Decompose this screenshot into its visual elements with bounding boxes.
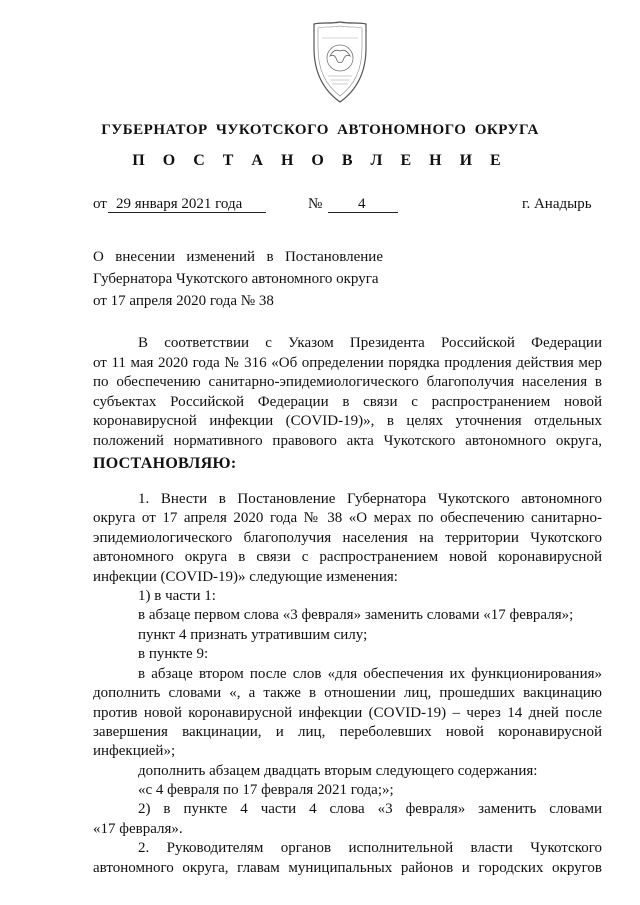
document-type: П О С Т А Н О В Л Е Н И Е	[132, 152, 508, 169]
subject-line: О внесении изменений в Постановление	[93, 249, 383, 265]
item-1-line: автономного округа в связи с распространением новой коронавирусной	[93, 549, 602, 565]
item-2-line: 2. Руководителям органов исполнительной власти Чукотского	[138, 840, 602, 856]
subject-line: Губернатора Чукотского автономного округа	[93, 271, 379, 287]
subitem-1-text: в пункте 9:	[138, 646, 209, 662]
number-underline	[328, 212, 398, 213]
preamble-line: коронавирусной инфекции (COVID-19)», в целях уточнения отдельных	[93, 413, 602, 429]
subitem-1-text: дополнить абзацем двадцать вторым следующего содержания:	[138, 763, 538, 779]
number-label: №	[308, 196, 323, 212]
resolution-heading: ПОСТАНОВЛЯЮ:	[93, 455, 237, 472]
subitem-1-d-line: инфекцией»;	[93, 743, 176, 759]
preamble-line: от 11 мая 2020 года № 316 «Об определении порядка продления действия мер	[93, 355, 602, 371]
preamble-line: по обеспечению санитарно-эпидемиологического благополучия населения в	[93, 374, 602, 390]
date-underline	[108, 212, 266, 213]
subitem-2-line: «17 февраля».	[93, 821, 183, 837]
subitem-1-d-line: в абзаце втором после слов «для обеспечения их функционирования»	[138, 666, 602, 682]
preamble-line: положений нормативного правового акта Чукотского автономного округа,	[93, 433, 602, 449]
subitem-1-d-line: против новой коронавирусной инфекции (COVID-19) – через 14 дней после	[93, 705, 602, 721]
date-label: от	[93, 196, 107, 212]
item-2-line: автономного округа, главам муниципальных районов и городских округов	[93, 860, 602, 876]
subitem-1-d-line: дополнить словами «, а также в отношении лиц, прошедших вакцинацию	[93, 685, 602, 701]
city: г. Анадырь	[522, 196, 592, 212]
item-1-line: 1. Внести в Постановление Губернатора Чукотского автономного	[138, 491, 602, 507]
coat-of-arms-emblem	[300, 18, 380, 108]
document-date: 29 января 2021 года	[116, 196, 243, 212]
subitem-2-line: 2) в пункте 4 части 4 слова «3 февраля» заменить словами	[138, 801, 602, 817]
document-number: 4	[358, 196, 366, 212]
subitem-1-text: «с 4 февраля по 17 февраля 2021 года;»;	[138, 782, 394, 798]
subject-line: от 17 апреля 2020 года № 38	[93, 293, 274, 309]
item-1-line: эпидемиологического благополучия населения на территории Чукотского	[93, 530, 602, 546]
subitem-1-text: пункт 4 признать утратившим силу;	[138, 627, 368, 643]
item-1-line: инфекции (COVID-19)» следующие изменения:	[93, 569, 398, 585]
issuer-title: ГУБЕРНАТОР ЧУКОТСКОГО АВТОНОМНОГО ОКРУГА	[101, 122, 539, 138]
preamble-line: субъектах Российской Федерации в связи с распространением новой	[93, 394, 602, 410]
item-1-line: округа от 17 апреля 2020 года № 38 «О мерах по обеспечению санитарно-	[93, 510, 602, 526]
subitem-1-text: в абзаце первом слова «3 февраля» заменить словами «17 февраля»;	[138, 607, 574, 623]
subitem-1: 1) в части 1:	[138, 588, 216, 604]
subitem-1-d-line: завершения вакцинации, и лиц, переболевших новой коронавирусной	[93, 724, 602, 740]
preamble-line: В соответствии с Указом Президента Российской Федерации	[138, 335, 602, 351]
